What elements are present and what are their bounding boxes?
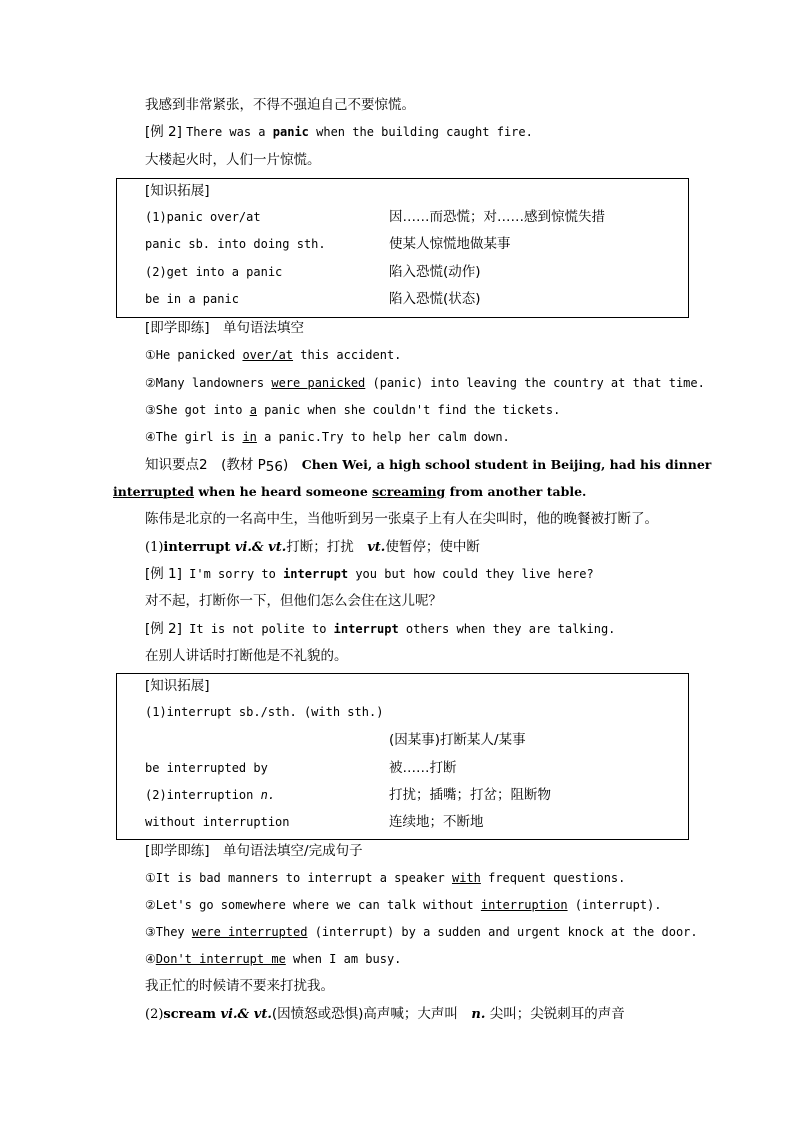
box-header: [知识拓展] (145, 678, 210, 694)
exercise-title-1: [即学即练] 单句语法填空 (145, 320, 305, 336)
phrase-en: be interrupted by (145, 761, 268, 775)
exercise-1-item-2: ②Many landowners were panicked (panic) into leaving the country at that time. (145, 376, 705, 390)
answer: were interrupted (191, 925, 308, 939)
exercise-2-item-3: ③They were interrupted (interrupt) by a sudden and urgent knock at the door. (145, 925, 698, 939)
exercise-2-item-2: ②Let's go somewhere where we can talk without interruption (interrupt). (145, 898, 662, 912)
phrase-en: (1)interrupt sb./sth. (with sth.) (145, 705, 384, 719)
phrase-en: panic sb. into doing sth. (145, 237, 326, 251)
keyword-panic: panic (272, 125, 309, 139)
exercise-1-item-4: ④The girl is in a panic.Try to help her calm down. (145, 430, 510, 444)
box-header: [知识拓展] (145, 183, 210, 199)
interrupt-example-1-zh: 对不起，打断你一下，但他们怎么会住在这儿呢？ (145, 593, 442, 609)
phrase-zh: 陷入恐慌(动作) (389, 264, 481, 280)
phrase-en: (2)interruption n. (145, 788, 276, 802)
answer: over/at (242, 348, 294, 362)
phrase-en: be in a panic (145, 292, 239, 306)
phrase-zh: 陷入恐慌(状态) (389, 291, 481, 307)
interrupt-example-1: [例 1] I'm sorry to interrupt you but how could they live here? (145, 566, 594, 582)
phrase-zh: 打扰；插嘴；打岔；阻断物 (389, 787, 551, 803)
intro-line-1: 我感到非常紧张，不得不强迫自己不要惊慌。 (145, 97, 415, 113)
answer: in (242, 430, 257, 444)
example-2-panic: [例 2] There was a panic when the building caught fire. (145, 124, 533, 140)
exercise-1-item-1: ①He panicked over/at this accident. (145, 348, 402, 362)
knowledge-box-panic (116, 178, 689, 318)
knowledge-box-interrupt (116, 673, 689, 840)
phrase-en: without interruption (145, 815, 290, 829)
knowledge-point-2-cont: interrupted when he heard someone screaming from another table. (113, 484, 587, 499)
exercise-1-item-3: ③She got into a panic when she couldn't find the tickets. (145, 403, 561, 417)
answer: a (249, 403, 257, 417)
interrupt-definition: (1)interrupt vi.& vt.打断；打扰 vt.使暂停；使中断 (145, 539, 480, 555)
phrase-zh: 使某人惊慌地做某事 (389, 236, 511, 252)
example-tag: [例 2] (145, 124, 182, 140)
phrase-zh: (因某事)打断某人/某事 (389, 732, 526, 748)
answer: were panicked (271, 376, 366, 390)
answer: with (451, 871, 481, 885)
exercise-2-item-1: ①It is bad manners to interrupt a speaker with frequent questions. (145, 871, 626, 885)
answer: Don't interrupt me (155, 952, 286, 966)
interrupt-example-2: [例 2] It is not polite to interrupt others when they are talking. (145, 621, 616, 637)
phrase-en: (2)get into a panic (145, 265, 283, 279)
phrase-en: (1)panic over/at (145, 210, 261, 224)
knowledge-point-2-translation: 陈伟是北京的一名高中生，当他听到另一张桌子上有人在尖叫时，他的晚餐被打断了。 (145, 511, 658, 527)
phrase-zh: 被……打断 (389, 760, 457, 776)
interrupt-example-2-zh: 在别人讲话时打断他是不礼貌的。 (145, 648, 348, 664)
phrase-zh: 连续地；不断地 (389, 814, 484, 830)
phrase-zh: 因……而恐慌；对……感到惊慌失措 (389, 209, 605, 225)
intro-line-3: 大楼起火时，人们一片惊慌。 (145, 152, 321, 168)
exercise-2-item-4: ④Don't interrupt me when I am busy. (145, 952, 402, 966)
answer: interruption (480, 898, 568, 912)
knowledge-point-2: 知识要点2 (教材 $P_{56}$) Chen Wei, a high school student in Beijing, had his dinner (145, 457, 712, 475)
exercise-title-2: [即学即练] 单句语法填空/完成句子 (145, 843, 363, 859)
scream-definition: (2)scream vi.& vt.(因愤怒或恐惧)高声喊；大声叫 n. 尖叫；尖锐刺耳的声音 (145, 1006, 625, 1022)
exercise-2-item-4-zh: 我正忙的时候请不要来打扰我。 (145, 978, 334, 994)
